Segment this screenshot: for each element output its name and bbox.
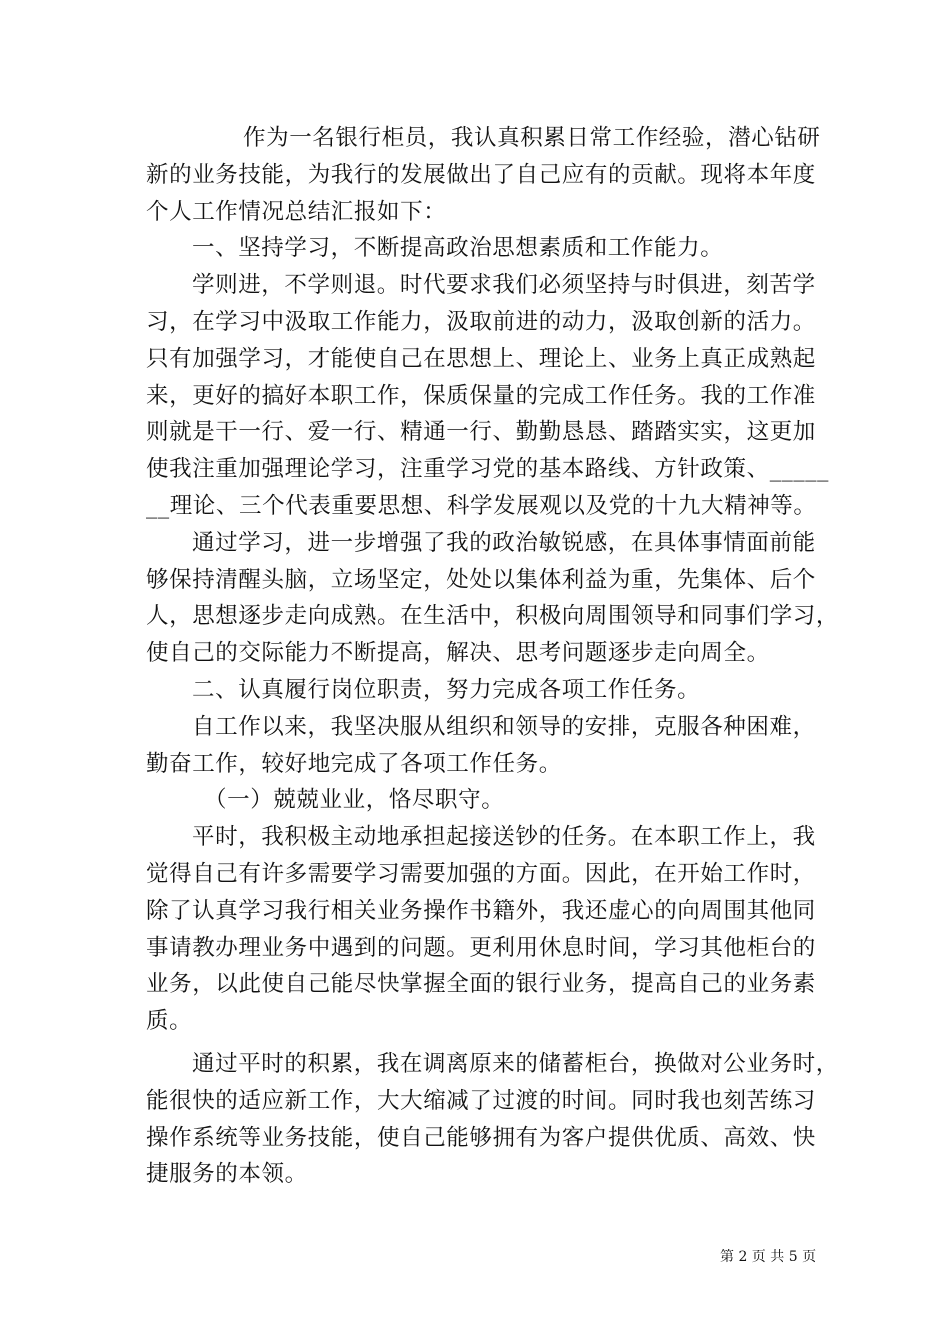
text-line: 使我注重加强理论学习，注重学习党的基本路线、方针政策、_____ bbox=[146, 456, 829, 483]
text-line: 学则进，不学则退。时代要求我们必须坚持与时俱进，刻苦学 bbox=[192, 272, 816, 299]
text-line: 作为一名银行柜员，我认真积累日常工作经验，潜心钻研 bbox=[243, 125, 821, 151]
section-heading: 二、认真履行岗位职责，努力完成各项工作任务。 bbox=[192, 676, 701, 703]
text-line: 习，在学习中汲取工作能力，汲取前进的动力，汲取创新的活力。 bbox=[146, 308, 816, 335]
text-line: 除了认真学习我行相关业务操作书籍外，我还虚心的向周围其他同 bbox=[146, 897, 816, 924]
text-line: 够保持清醒头脑，立场坚定，处处以集体利益为重，先集体、后个 bbox=[146, 566, 816, 593]
text-line: 通过平时的积累，我在调离原来的储蓄柜台，换做对公业务时， bbox=[192, 1050, 839, 1077]
section-heading: 一、坚持学习，不断提高政治思想素质和工作能力。 bbox=[192, 235, 724, 262]
text-line: 捷服务的本领。 bbox=[146, 1161, 308, 1188]
text-line: 只有加强学习，才能使自己在思想上、理论上、业务上真正成熟起 bbox=[146, 345, 816, 372]
page-number: 第 2 页 共 5 页 bbox=[720, 1249, 817, 1265]
text-line: 来，更好的搞好本职工作，保质保量的完成工作任务。我的工作准 bbox=[146, 382, 816, 409]
text-line: 则就是干一行、爱一行、精通一行、勤勤恳恳、踏踏实实，这更加 bbox=[146, 419, 816, 446]
text-line: 自工作以来，我坚决服从组织和领导的安排，克服各种困难， bbox=[192, 713, 816, 740]
text-line: 质。 bbox=[146, 1008, 193, 1035]
text-line: 觉得自己有许多需要学习需要加强的方面。因此，在开始工作时， bbox=[146, 860, 816, 887]
text-line: 新的业务技能，为我行的发展做出了自己应有的贡献。现将本年度 bbox=[146, 161, 816, 188]
text-line: 个人工作情况总结汇报如下： bbox=[146, 198, 447, 225]
text-line: 业务，以此使自己能尽快掌握全面的银行业务，提高自己的业务素 bbox=[146, 971, 816, 998]
document-body bbox=[146, 120, 840, 1193]
text-line: 人，思想逐步走向成熟。在生活中，积极向周围领导和同事们学习， bbox=[146, 603, 840, 630]
text-line: 操作系统等业务技能，使自己能够拥有为客户提供优质、高效、快 bbox=[146, 1124, 816, 1151]
text-line: 通过学习，进一步增强了我的政治敏锐感，在具体事情面前能 bbox=[192, 529, 816, 556]
text-line: 勤奋工作，较好地完成了各项工作任务。 bbox=[146, 750, 562, 777]
subsection-heading: （一）兢兢业业，恪尽职守。 bbox=[204, 787, 505, 814]
text-line: __理论、三个代表重要思想、科学发展观以及党的十九大精神等。 bbox=[146, 492, 817, 519]
text-line: 使自己的交际能力不断提高，解决、思考问题逐步走向周全。 bbox=[146, 640, 770, 667]
text-line: 平时，我积极主动地承担起接送钞的任务。在本职工作上，我 bbox=[192, 824, 816, 851]
text-line: 事请教办理业务中遇到的问题。更利用休息时间，学习其他柜台的 bbox=[146, 934, 816, 961]
text-line: 能很快的适应新工作，大大缩减了过渡的时间。同时我也刻苦练习 bbox=[146, 1087, 816, 1114]
